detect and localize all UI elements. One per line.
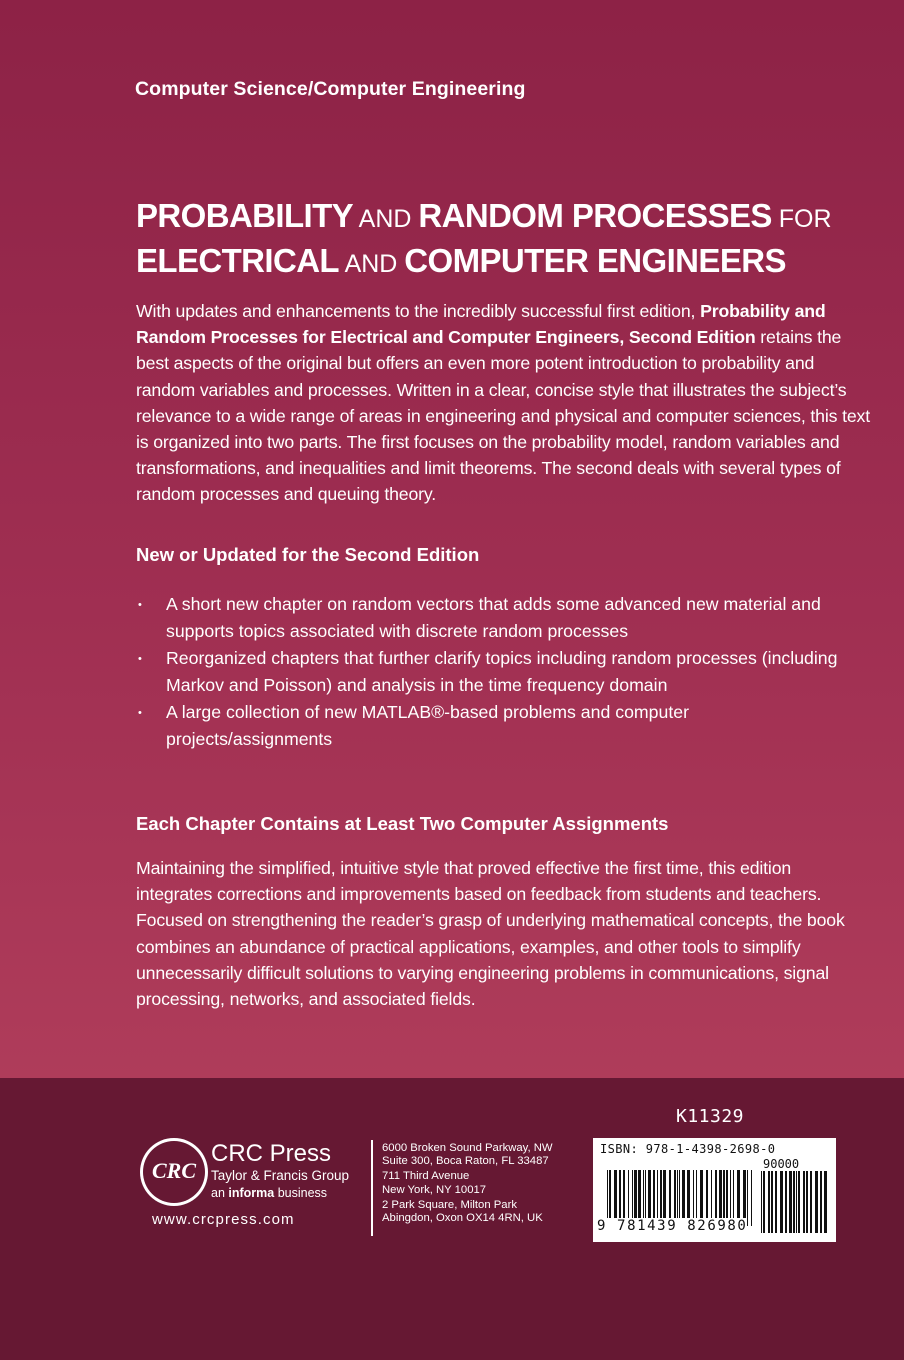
isbn-text: ISBN: 978-1-4398-2698-0 (600, 1142, 776, 1156)
title-word: PROBABILITY (136, 197, 354, 234)
address-line: New York, NY 10017 (382, 1183, 487, 1196)
chapter-heading: Each Chapter Contains at Least Two Computer Assignments (136, 813, 669, 834)
barcode-bar (785, 1171, 787, 1233)
barcode-bar (789, 1171, 792, 1233)
barcode-bar (780, 1171, 783, 1233)
price-code: 90000 (763, 1157, 800, 1171)
publisher-brand (211, 1141, 349, 1201)
address-line: Abingdon, Oxon OX14 4RN, UK (382, 1212, 543, 1225)
barcode-bar (824, 1171, 827, 1233)
barcode-bar (820, 1171, 822, 1233)
list-item (138, 699, 838, 753)
bullet-icon: • (138, 653, 142, 665)
intro-text: With updates and enhancements to the incredibly successful first edition, (136, 301, 701, 321)
intro-text: retains the best aspects of the original but offers an even more potent introduction to probability and random variables and processes. Written in a clear, concise style that illustrates the subject’s relevance to a wide range of areas in engineering and physical and computer sciences, this text is organized into two parts. The first focuses on the probability model, random variables and transformations, and inequalities and limit theorems. The second deals with several types of random processes and queuing theory. (136, 327, 870, 505)
informa-prefix: an (211, 1186, 229, 1200)
title-word: RANDOM PROCESSES (418, 197, 772, 234)
intro-book-title: Probability and Random Processes for Electrical and Computer Engineers, Second Edition (136, 301, 826, 348)
address-line: Suite 300, Boca Raton, FL 33487 (382, 1155, 549, 1168)
publisher-website-link[interactable]: www.crcpress.com (152, 1211, 295, 1228)
title-line-1 (136, 195, 876, 240)
barcode-bar (796, 1171, 797, 1233)
barcode-bar (815, 1171, 818, 1233)
title-connector: AND (353, 205, 419, 233)
title-connector: AND (339, 250, 405, 278)
ean-digits: 9 781439 826980 (597, 1218, 748, 1234)
informa-suffix: business (274, 1186, 328, 1200)
list-item (138, 591, 838, 645)
closing-paragraph: Maintaining the simplified, intuitive style that proved effective the first time, this edition integrates corrections and improvements based on feedback from students and teachers. Focused on strengthening the reader’s grasp of underlying mathematical concepts, the book combines an abundance of practical applications, examples, and other tools to simplify unnecessarily difficult solutions to varying engineering problems in communications, signal processing, networks, and associated fields. (136, 858, 845, 1010)
publisher-addresses (382, 1142, 553, 1227)
title-connector: FOR (771, 205, 832, 233)
list-item-text: A short new chapter on random vectors that adds some advanced new material and supports topics associated with discrete random processes (166, 594, 821, 641)
publisher-name: CRC Press (211, 1140, 332, 1167)
addon-barcode-bars-icon (761, 1171, 827, 1233)
bullet-icon: • (138, 707, 142, 719)
footer-divider (371, 1140, 373, 1236)
isbn-barcode (593, 1138, 836, 1242)
feature-list (138, 591, 838, 753)
list-item-text: Reorganized chapters that further clarify topics including random processes (including Markov and Poisson) and analysis in the time frequency domain (166, 648, 838, 695)
crc-logo-icon (140, 1138, 208, 1206)
barcode-bar (810, 1171, 812, 1233)
address-block (382, 1199, 553, 1225)
barcode-bar (798, 1171, 800, 1233)
informa-line (211, 1185, 349, 1201)
barcode-bar (763, 1171, 765, 1233)
address-block (382, 1170, 553, 1196)
logo-text: CRC (151, 1158, 197, 1183)
publisher-group: Taylor & Francis Group (211, 1168, 350, 1183)
barcode-bar (793, 1171, 795, 1233)
book-title (136, 195, 876, 285)
barcode-bar (775, 1171, 777, 1233)
barcode-bar (771, 1171, 773, 1233)
title-word: ELECTRICAL (136, 242, 339, 279)
intro-paragraph (136, 298, 871, 508)
barcode-bar (803, 1171, 805, 1233)
barcode-bar (768, 1171, 770, 1233)
address-line: 2 Park Square, Milton Park (382, 1198, 517, 1211)
list-item (138, 645, 838, 699)
barcode-bar (761, 1171, 762, 1233)
title-line-2 (136, 240, 876, 285)
address-line: 711 Third Avenue (382, 1170, 470, 1183)
title-word: COMPUTER ENGINEERS (404, 242, 786, 279)
barcode-bar (751, 1170, 752, 1226)
list-item-text: A large collection of new MATLAB®-based problems and computer projects/assignments (166, 702, 689, 749)
bullet-icon: • (138, 599, 142, 611)
category-label: Computer Science/Computer Engineering (135, 78, 526, 100)
new-features-heading: New or Updated for the Second Edition (136, 544, 480, 565)
address-block (382, 1142, 553, 1168)
barcode-bar (806, 1171, 808, 1233)
address-line: 6000 Broken Sound Parkway, NW (382, 1142, 553, 1154)
informa-name: informa (228, 1186, 275, 1200)
catalog-code: K11329 (676, 1106, 745, 1127)
